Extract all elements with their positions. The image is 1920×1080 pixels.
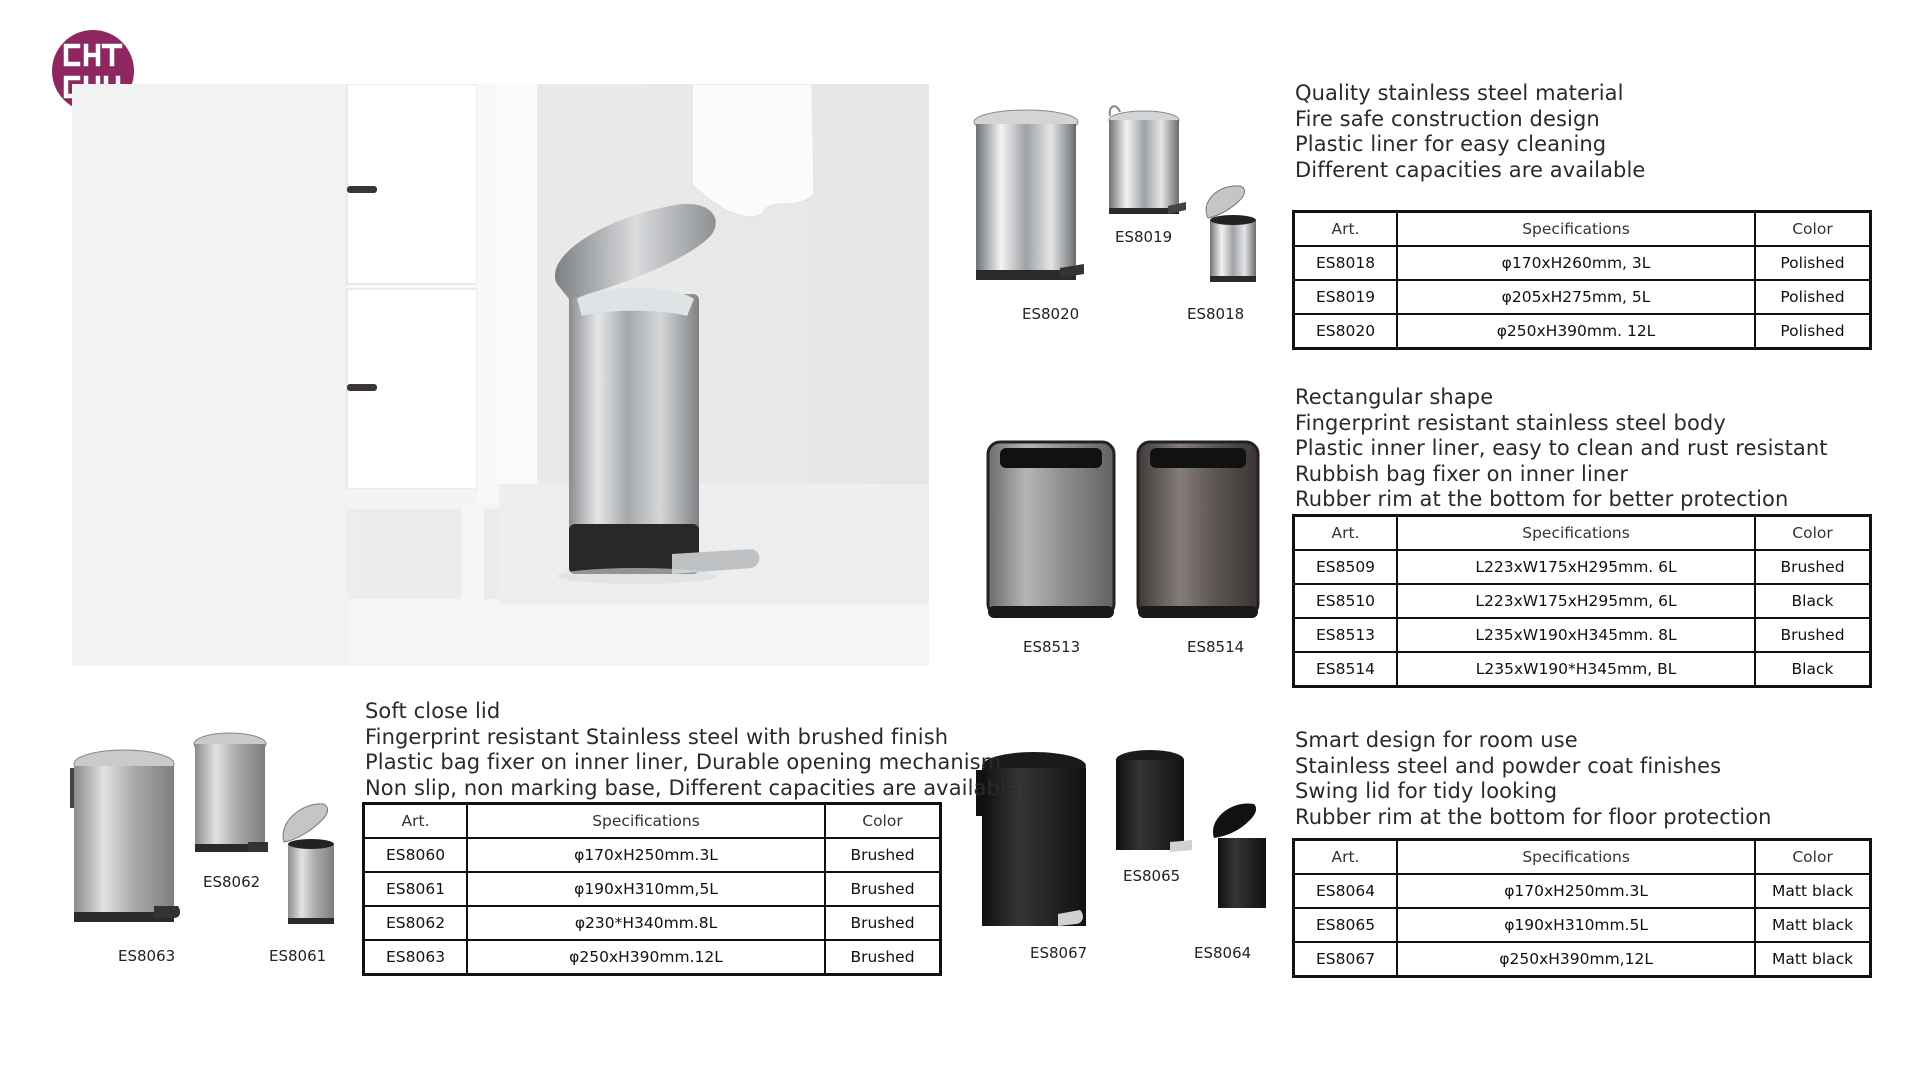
cell-spec: φ250xH390mm,12L (1397, 942, 1755, 977)
feature-line: Smart design for room use (1295, 728, 1578, 752)
header-specifications: Specifications (1397, 516, 1755, 551)
cell-color: Matt black (1755, 874, 1870, 908)
feature-line: Plastic inner liner, easy to clean and rust resistant (1295, 436, 1828, 461)
label-es8063: ES8063 (118, 947, 176, 965)
cell-spec: φ205xH275mm, 5L (1397, 280, 1755, 314)
table-row (1294, 584, 1871, 618)
cell-art: ES8510 (1294, 584, 1398, 618)
feature-line: Fingerprint resistant stainless steel body (1295, 410, 1726, 435)
feature-line: Plastic liner for easy cleaning (1295, 132, 1607, 157)
cell-spec: L223xW175xH295mm. 6L (1397, 550, 1755, 584)
header-art: Art. (1294, 212, 1398, 247)
cell-art: ES8514 (1294, 652, 1398, 687)
cell-color: Black (1755, 584, 1870, 618)
features-smart (1295, 728, 1772, 830)
cell-art: ES8509 (1294, 550, 1398, 584)
table-row (1294, 618, 1871, 652)
cell-spec: φ230*H340mm.8L (467, 906, 825, 940)
bin-es8065-image (1112, 748, 1196, 860)
feature-line: Fingerprint resistant Stainless steel with brushed finish (365, 724, 949, 749)
label-es8513: ES8513 (1023, 638, 1081, 656)
bin-es8062-image (192, 730, 272, 864)
bin-es8064-image (1208, 798, 1274, 916)
cell-color: Brushed (825, 838, 941, 872)
label-es8019: ES8019 (1115, 228, 1173, 246)
header-art: Art. (1294, 840, 1398, 875)
label-es8514: ES8514 (1187, 638, 1245, 656)
bin-es8513-image (986, 440, 1116, 622)
feature-line: Rectangular shape (1295, 385, 1494, 409)
header-specifications: Specifications (1397, 212, 1755, 247)
header-art: Art. (1294, 516, 1398, 551)
label-es8064: ES8064 (1194, 944, 1252, 962)
cell-color: Brushed (1755, 618, 1870, 652)
cell-spec: φ190xH310mm.5L (1397, 908, 1755, 942)
table-row (1294, 942, 1871, 977)
label-es8018: ES8018 (1187, 305, 1245, 323)
table-row (1294, 652, 1871, 687)
feature-line: Non slip, non marking base, Different capacities are available (365, 775, 1019, 800)
bin-es8063-image (68, 746, 184, 930)
cell-art: ES8067 (1294, 942, 1398, 977)
bin-es8018-image (1200, 182, 1270, 290)
cell-art: ES8062 (364, 906, 468, 940)
label-es8065: ES8065 (1123, 867, 1181, 885)
cell-art: ES8065 (1294, 908, 1398, 942)
cell-art: ES8060 (364, 838, 468, 872)
table-row (1294, 908, 1871, 942)
header-art: Art. (364, 804, 468, 839)
table-row (1294, 874, 1871, 908)
cell-spec: φ170xH260mm, 3L (1397, 246, 1755, 280)
cell-art: ES8061 (364, 872, 468, 906)
feature-line: Rubber rim at the bottom for floor protection (1295, 804, 1772, 829)
label-es8067: ES8067 (1030, 944, 1088, 962)
bin-es8020-image (972, 100, 1088, 290)
spec-table-matt-black (1292, 838, 1872, 978)
cell-color: Polished (1755, 314, 1871, 349)
cell-color: Black (1755, 652, 1870, 687)
header-color: Color (1755, 516, 1870, 551)
features-rectangular (1295, 385, 1828, 513)
label-es8020: ES8020 (1022, 305, 1080, 323)
label-es8062: ES8062 (203, 873, 261, 891)
feature-line: Soft close lid (365, 699, 501, 723)
cell-spec: L235xW190*H345mm, BL (1397, 652, 1755, 687)
header-specifications: Specifications (467, 804, 825, 839)
cell-spec: φ170xH250mm.3L (467, 838, 825, 872)
table-row (364, 838, 941, 872)
features-pedal-bins (1295, 81, 1645, 183)
cell-color: Brushed (825, 940, 941, 975)
bin-es8061-image (280, 800, 342, 932)
cell-art: ES8019 (1294, 280, 1398, 314)
cell-color: Brushed (825, 872, 941, 906)
cell-color: Polished (1755, 280, 1871, 314)
feature-line: Stainless steel and powder coat finishes (1295, 753, 1722, 778)
feature-line: Different capacities are available (1295, 157, 1646, 182)
label-es8061: ES8061 (269, 947, 327, 965)
table-row (364, 940, 941, 975)
spec-table-brushed (362, 802, 942, 976)
table-row (1294, 550, 1871, 584)
bathroom-hero-photo (72, 84, 929, 666)
header-color: Color (1755, 212, 1871, 247)
feature-line: Rubber rim at the bottom for better protection (1295, 487, 1789, 512)
cell-art: ES8018 (1294, 246, 1398, 280)
cell-spec: L235xW190xH345mm. 8L (1397, 618, 1755, 652)
bin-es8514-image (1136, 440, 1260, 622)
cell-art: ES8020 (1294, 314, 1398, 349)
cell-art: ES8064 (1294, 874, 1398, 908)
header-specifications: Specifications (1397, 840, 1755, 875)
feature-line: Plastic bag fixer on inner liner, Durable opening mechanism (365, 750, 1002, 775)
table-row (1294, 246, 1871, 280)
table-row (364, 872, 941, 906)
feature-line: Rubbish bag fixer on inner liner (1295, 461, 1629, 486)
table-row (1294, 314, 1871, 349)
cell-color: Brushed (1755, 550, 1870, 584)
table-row (364, 906, 941, 940)
cell-spec: φ250xH390mm.12L (467, 940, 825, 975)
feature-line: Quality stainless steel material (1295, 81, 1624, 105)
cell-spec: φ190xH310mm,5L (467, 872, 825, 906)
cell-color: Brushed (825, 906, 941, 940)
cell-spec: φ170xH250mm.3L (1397, 874, 1755, 908)
spec-table-rectangular (1292, 514, 1872, 688)
cell-art: ES8063 (364, 940, 468, 975)
cell-color: Matt black (1755, 908, 1870, 942)
table-row (1294, 280, 1871, 314)
feature-line: Fire safe construction design (1295, 106, 1600, 131)
spec-table-polished (1292, 210, 1872, 350)
header-color: Color (1755, 840, 1870, 875)
bin-es8019-image (1106, 102, 1188, 222)
feature-line: Swing lid for tidy looking (1295, 779, 1558, 804)
cell-color: Polished (1755, 246, 1871, 280)
features-soft-close (365, 699, 1019, 801)
header-color: Color (825, 804, 941, 839)
cell-art: ES8513 (1294, 618, 1398, 652)
cell-color: Matt black (1755, 942, 1870, 977)
cell-spec: φ250xH390mm. 12L (1397, 314, 1755, 349)
cell-spec: L223xW175xH295mm, 6L (1397, 584, 1755, 618)
